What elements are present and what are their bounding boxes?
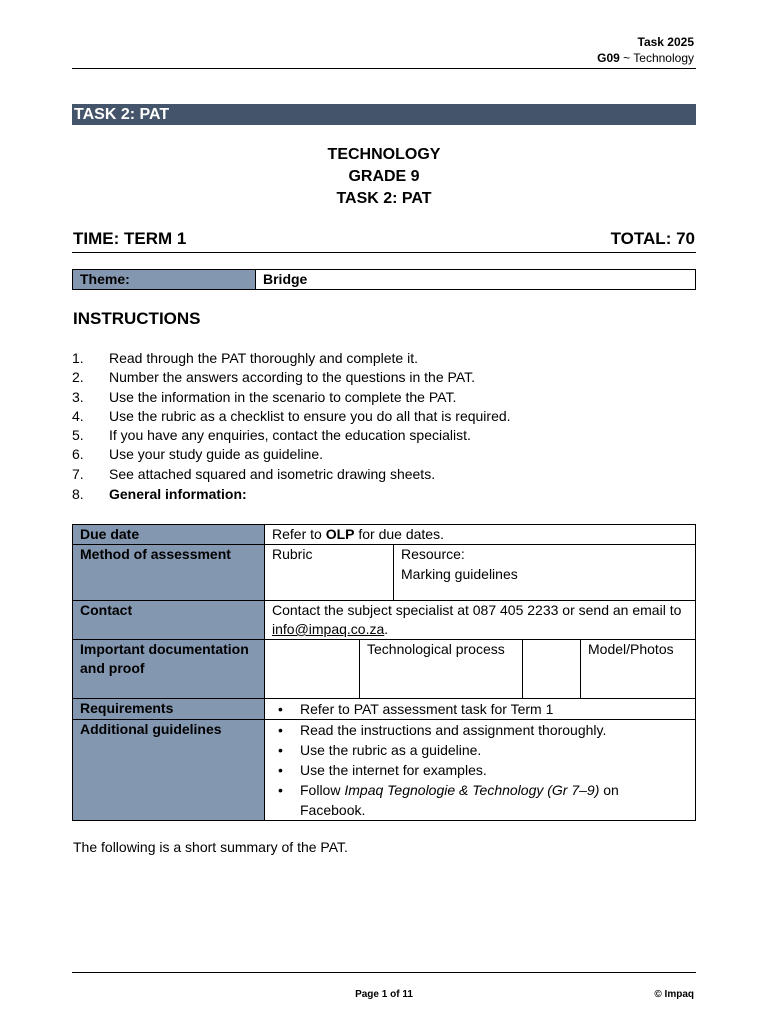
header-rule bbox=[72, 68, 696, 69]
list-item: 7. See attached squared and isometric drawing sheets. bbox=[72, 465, 436, 482]
contact-value: Contact the subject specialist at 087 405 2233 or send an email to info@impaq.co.za. bbox=[265, 601, 696, 640]
list-item: • Refer to PAT assessment task for Term 1 bbox=[300, 699, 688, 719]
documentation-cell-1 bbox=[265, 640, 360, 699]
documentation-cell-3 bbox=[523, 640, 581, 699]
requirements-value bbox=[265, 699, 696, 720]
contact-label: Contact bbox=[73, 601, 265, 640]
time-rule bbox=[72, 252, 696, 253]
document-title: TECHNOLOGY GRADE 9 TASK 2: PAT bbox=[327, 146, 441, 207]
additional-guidelines-label: Additional guidelines bbox=[73, 720, 265, 821]
list-item: 6. Use your study guide as guideline. bbox=[72, 446, 324, 463]
method-label: Method of assessment bbox=[73, 545, 265, 601]
theme-table bbox=[72, 269, 696, 290]
list-item: • Read the instructions and assignment thoroughly. bbox=[300, 720, 688, 740]
documentation-cell-model-photos: Model/Photos bbox=[581, 640, 696, 699]
instructions-list bbox=[72, 349, 696, 504]
documentation-label: Important documentation and proof bbox=[73, 640, 265, 699]
list-item: • Use the internet for examples. bbox=[300, 760, 688, 780]
list-item: 3. Use the information in the scenario to complete the PAT. bbox=[72, 388, 457, 405]
list-item: 4. Use the rubric as a checklist to ensure you do all that is required. bbox=[72, 407, 511, 424]
list-item: • Follow Impaq Tegnologie & Technology (Gr 7–9) on Facebook. bbox=[300, 780, 688, 820]
instructions-heading: INSTRUCTIONS bbox=[73, 309, 201, 328]
list-item: • Use the rubric as a guideline. bbox=[300, 740, 688, 760]
subject-name: Technology bbox=[633, 51, 694, 65]
method-value: Rubric bbox=[265, 545, 394, 601]
task-banner: TASK 2: PAT bbox=[72, 104, 696, 125]
list-item: 1. Read through the PAT thoroughly and complete it. bbox=[72, 350, 418, 366]
additional-guidelines-value bbox=[265, 720, 696, 821]
theme-value: Bridge bbox=[256, 270, 696, 290]
list-item: 2. Number the answers according to the questions in the PAT. bbox=[72, 369, 476, 386]
copyright: © Impaq bbox=[654, 989, 694, 1000]
page-number: Page 1 of 11 bbox=[355, 989, 413, 1000]
list-item: 5. If you have any enquiries, contact the education specialist. bbox=[72, 427, 471, 444]
resource-cell: Resource: Marking guidelines bbox=[394, 545, 696, 601]
contact-email-link[interactable]: info@impaq.co.za bbox=[272, 621, 385, 637]
total-label: TOTAL: 70 bbox=[610, 229, 695, 248]
requirements-label: Requirements bbox=[73, 699, 265, 720]
general-info-table bbox=[72, 524, 696, 821]
documentation-cell-technological-process: Technological process bbox=[360, 640, 523, 699]
header-task: Task 2025 G09 ~ Technology bbox=[597, 35, 694, 65]
footer-rule bbox=[72, 972, 696, 973]
time-label: TIME: TERM 1 bbox=[73, 229, 187, 248]
theme-label: Theme: bbox=[73, 270, 256, 290]
list-item: 8. General information: bbox=[72, 486, 247, 503]
summary-text: The following is a short summary of the PAT. bbox=[73, 839, 348, 855]
subject-code: G09 bbox=[597, 51, 620, 65]
due-date-label: Due date bbox=[73, 525, 265, 545]
due-date-value: Refer to OLP for due dates. bbox=[265, 525, 696, 545]
